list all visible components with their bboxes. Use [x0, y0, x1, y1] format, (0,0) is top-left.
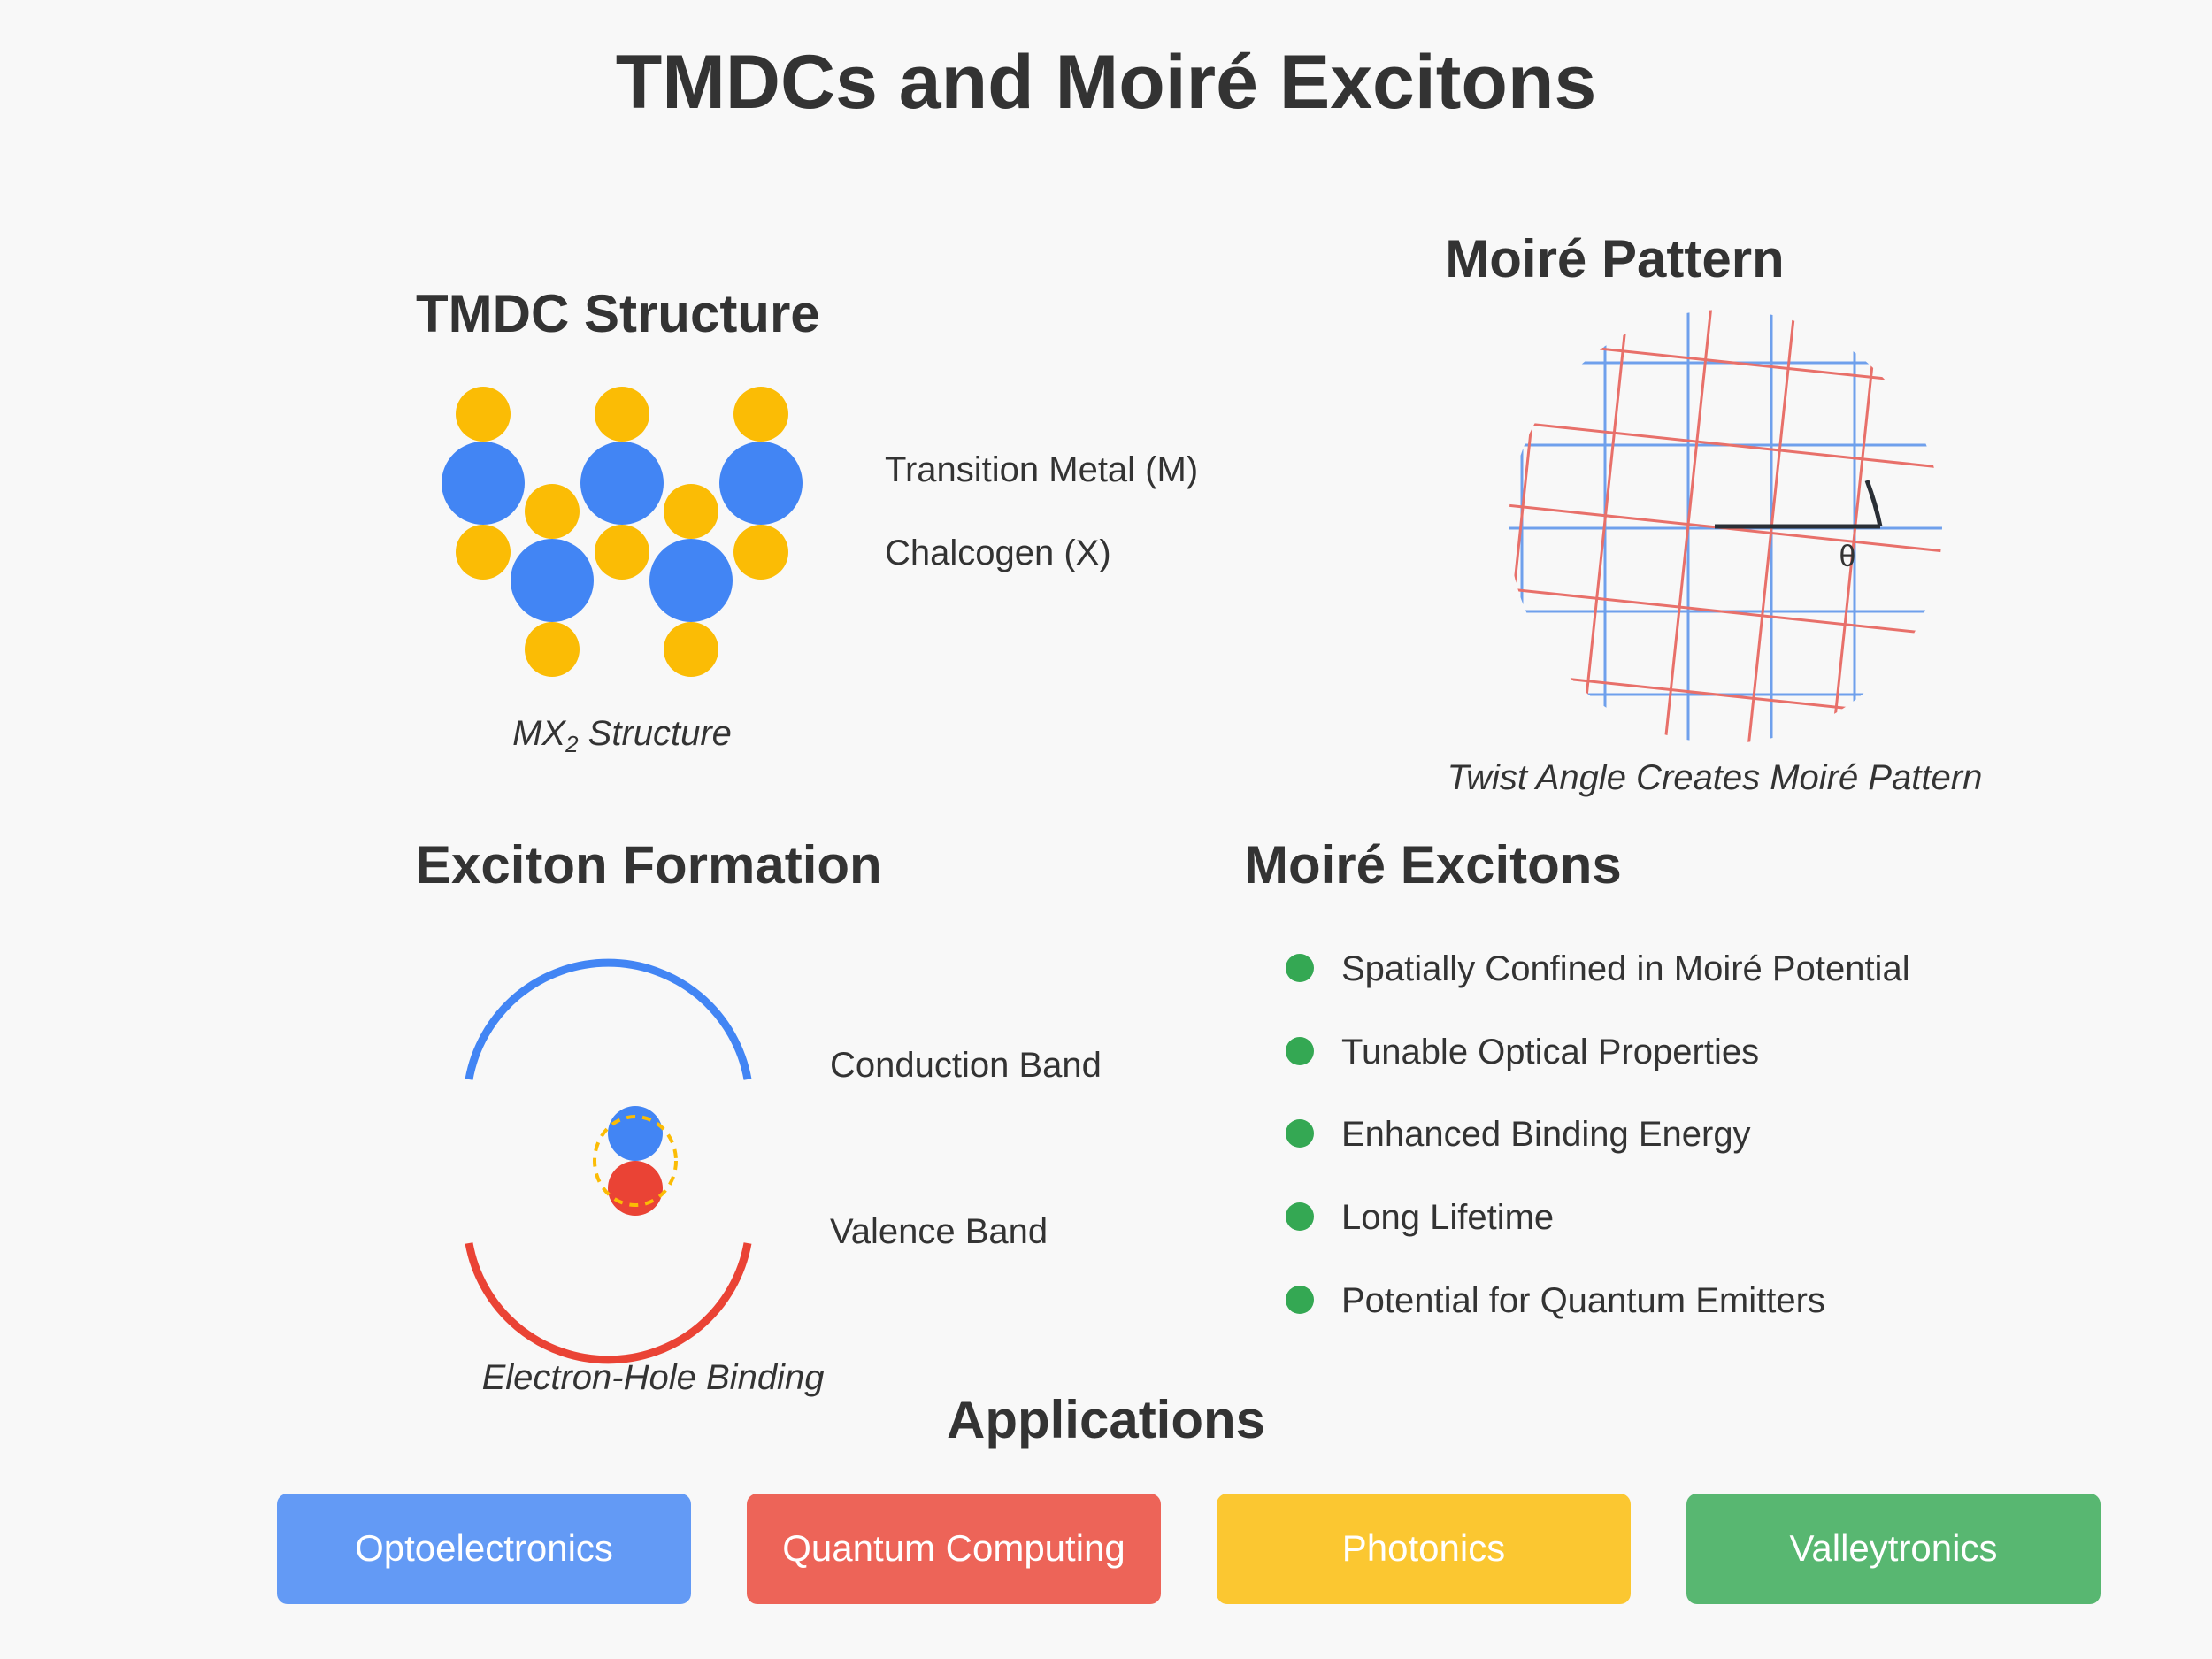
mx2-caption — [512, 714, 732, 757]
bullet-dot — [1286, 1286, 1314, 1314]
mx2-caption-prefix: MX — [512, 714, 566, 753]
metal-atom — [442, 442, 525, 525]
chalcogen-atom — [456, 387, 511, 442]
chalcogen-atom — [664, 622, 718, 677]
mx2-caption-suffix: Structure — [578, 714, 732, 753]
valleytronics-button[interactable] — [1686, 1494, 2101, 1604]
app-button-label: Quantum Computing — [782, 1527, 1125, 1569]
tmdc-structure-panel — [416, 284, 1198, 757]
chalcogen-atom — [595, 525, 649, 580]
electron — [608, 1106, 663, 1161]
applications-panel — [277, 1390, 2101, 1604]
app-button-label: Valleytronics — [1789, 1527, 1998, 1569]
valence-band-arc — [469, 1243, 748, 1360]
app-button-label: Optoelectronics — [355, 1527, 613, 1569]
twist-angle-symbol: θ — [1839, 540, 1856, 573]
valence-band-label: Valence Band — [830, 1212, 1048, 1251]
list-item: Enhanced Binding Energy — [1341, 1115, 1751, 1154]
conduction-band-arc — [469, 963, 748, 1079]
mx2-caption-subscript: 2 — [565, 731, 579, 757]
moire-excitons-list — [1286, 949, 1910, 1320]
chalcogen-atom — [595, 387, 649, 442]
bullet-dot — [1286, 1119, 1314, 1148]
legend-chalcogen: Chalcogen (X) — [885, 534, 1111, 572]
quantum-computing-button[interactable] — [747, 1494, 1161, 1604]
tmdc-structure-heading: TMDC Structure — [416, 284, 820, 343]
moire-pattern-heading: Moiré Pattern — [1445, 229, 1785, 288]
hole — [608, 1161, 663, 1216]
moire-caption: Twist Angle Creates Moiré Pattern — [1447, 758, 1983, 797]
optoelectronics-button[interactable] — [277, 1494, 691, 1604]
bullet-dot — [1286, 1037, 1314, 1065]
chalcogen-atom — [733, 525, 788, 580]
conduction-band-label: Conduction Band — [830, 1046, 1102, 1085]
moire-excitons-heading: Moiré Excitons — [1244, 835, 1622, 895]
photonics-button[interactable] — [1217, 1494, 1631, 1604]
chalcogen-atom — [456, 525, 511, 580]
metal-atom — [719, 442, 803, 525]
chalcogen-atom — [664, 484, 718, 539]
chalcogen-atom — [733, 387, 788, 442]
metal-atom — [511, 539, 594, 622]
moire-excitons-panel — [1244, 835, 1910, 1320]
exciton-caption: Electron-Hole Binding — [481, 1358, 825, 1397]
list-item: Long Lifetime — [1341, 1198, 1555, 1237]
legend-transition-metal: Transition Metal (M) — [885, 450, 1199, 489]
mx2-lattice — [442, 387, 803, 677]
metal-atom — [649, 539, 733, 622]
bullet-dot — [1286, 1202, 1314, 1231]
metal-atom — [580, 442, 664, 525]
bullet-dot — [1286, 954, 1314, 982]
list-item: Spatially Confined in Moiré Potential — [1341, 949, 1910, 988]
list-item: Tunable Optical Properties — [1341, 1033, 1760, 1071]
app-button-label: Photonics — [1341, 1527, 1506, 1569]
page-title: TMDCs and Moiré Excitons — [615, 40, 1597, 125]
exciton-formation-panel — [416, 835, 1102, 1397]
exciton-formation-heading: Exciton Formation — [416, 835, 882, 895]
chalcogen-atom — [525, 484, 580, 539]
applications-heading: Applications — [946, 1390, 1266, 1449]
moire-pattern-panel — [1386, 190, 2065, 862]
chalcogen-atom — [525, 622, 580, 677]
list-item: Potential for Quantum Emitters — [1341, 1281, 1825, 1320]
